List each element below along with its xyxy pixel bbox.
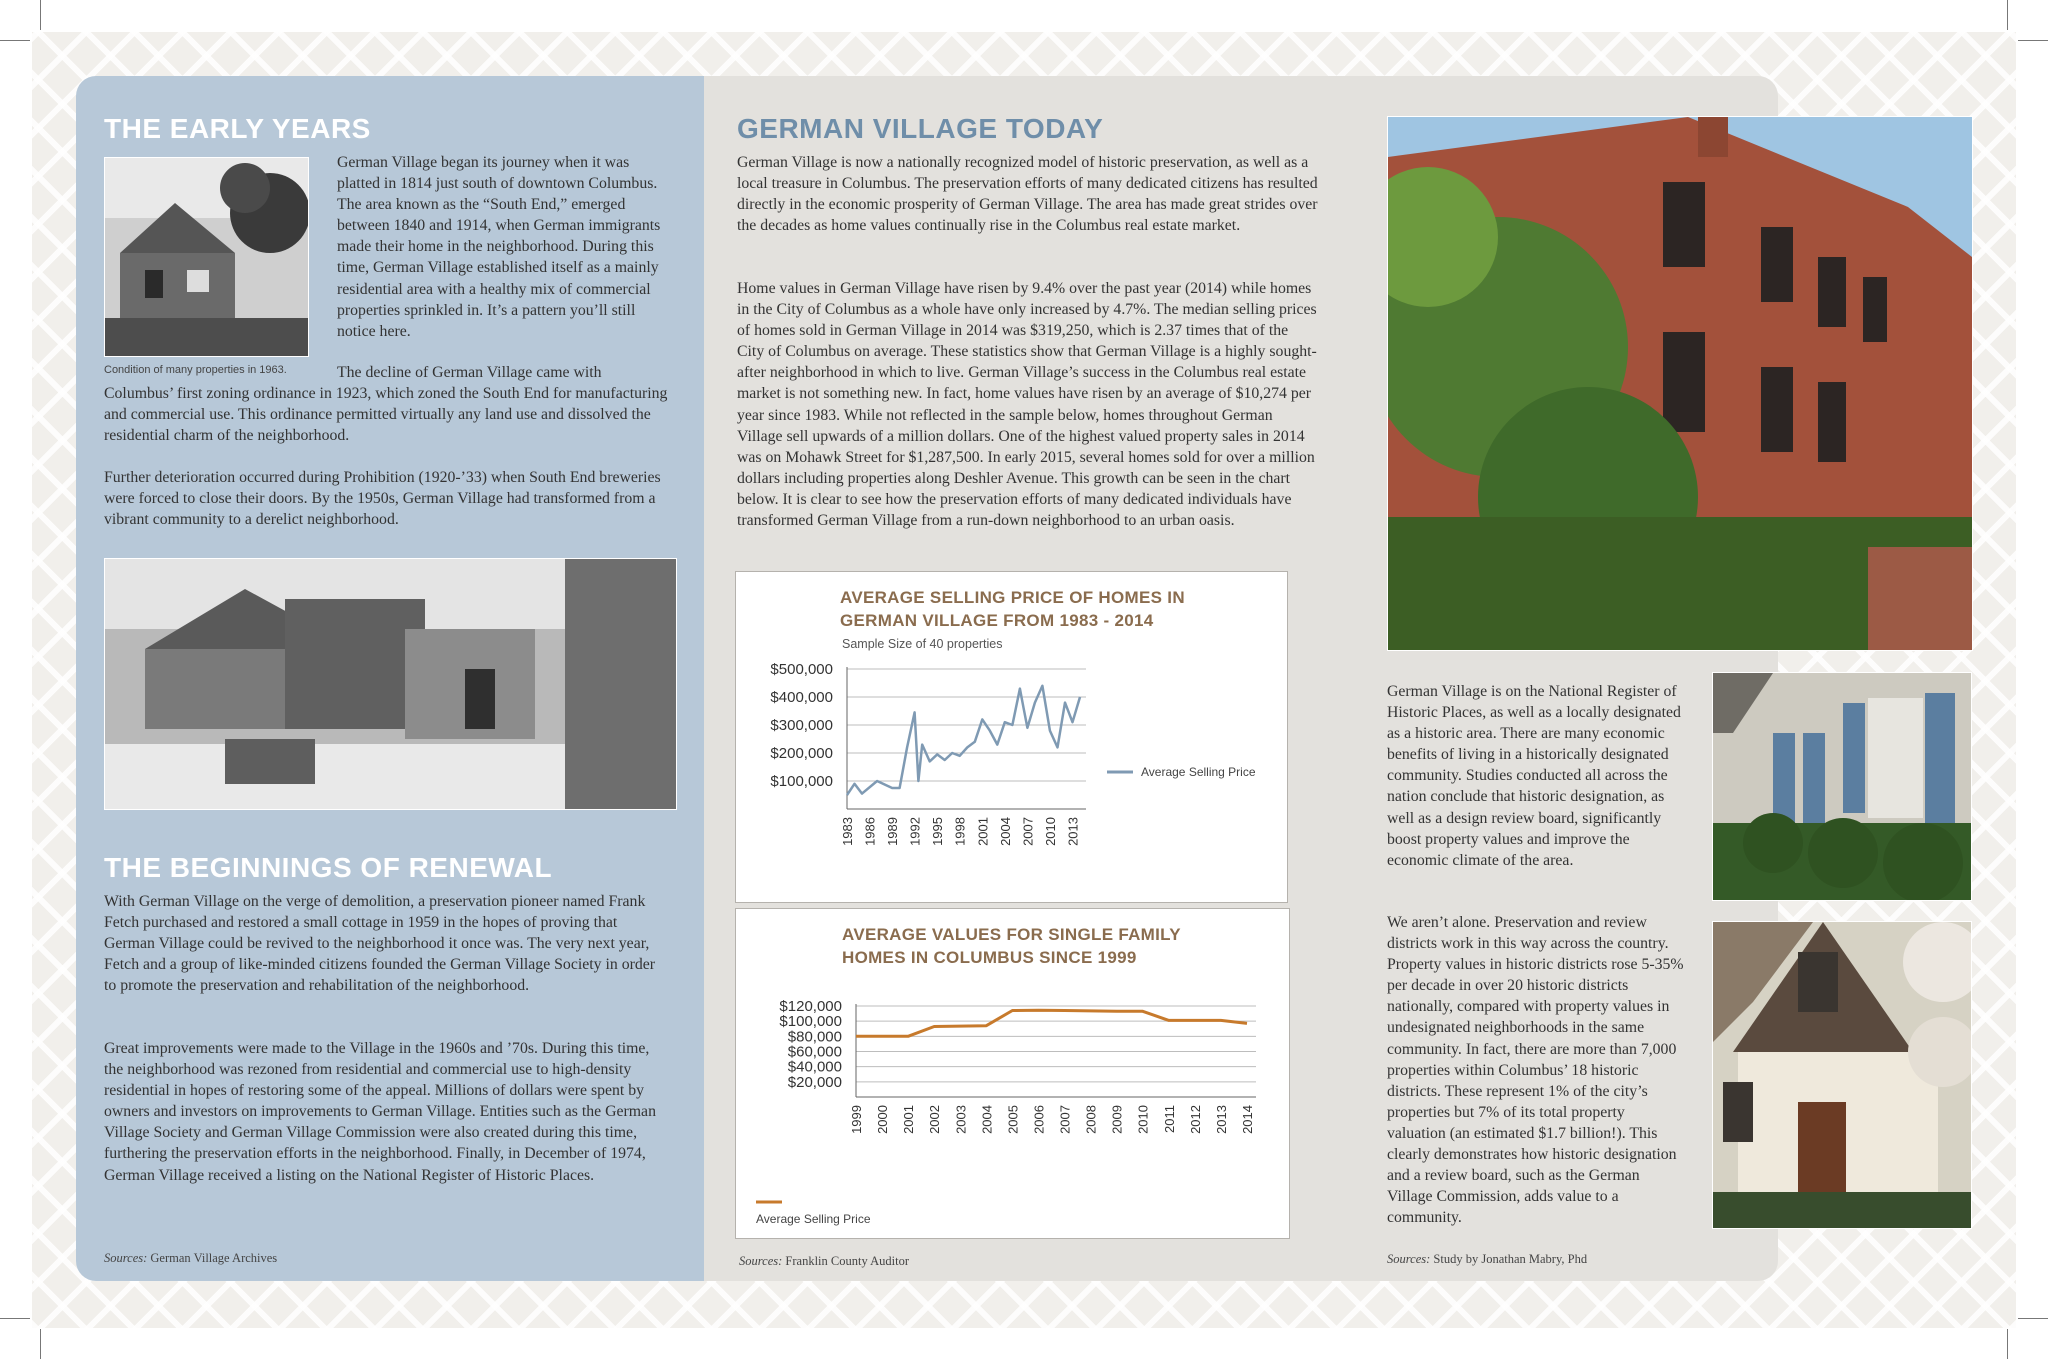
today-para1 <box>737 152 1325 236</box>
crop-mark <box>2007 0 2008 30</box>
early-years-para2 <box>104 362 668 446</box>
heading-today: GERMAN VILLAGE TODAY <box>737 113 1104 144</box>
y-tick-label: $100,000 <box>770 773 833 790</box>
crop-mark <box>0 40 30 41</box>
right-para2 <box>1387 912 1687 1228</box>
today-para1-text: German Village is now a nationally recognized model of historic preservation, as well as a local treasure in Columbus. The preservation efforts of many dedicated citizens has resulted directly in the economic prosperity of German Village. The area has made great strides over the decades as home values continually rise in the Columbus real estate market. <box>737 154 1318 235</box>
x-tick-label: 2001 <box>901 1105 917 1134</box>
renewal-para1 <box>104 891 668 996</box>
right-para2-text: We aren’t alone. Preservation and review districts work in this way across the country. Property values in historic districts rose 5-35% per decade in over 20 historic districts nationally, compared with property values in undesignated neighborhoods in the same community. In fact, there are more than 7,000 properties within Columbus’ 18 historic districts. These represent 1% of the city’s properties but 7% of its total property valuation (an estimated $1.7 billion!). This clearly demonstrates how historic designation and a review board, such as the German Village Commission, adds value to a community. <box>1387 914 1684 1227</box>
x-tick-label: 2004 <box>979 1105 995 1134</box>
chart1-title: AVERAGE SELLING PRICE OF HOMES IN GERMAN VILLAGE FROM 1983 - 2014 <box>840 588 1185 630</box>
y-tick-label: $400,000 <box>770 689 833 706</box>
x-tick-label: 2007 <box>1020 817 1036 846</box>
x-tick-label: 2013 <box>1065 817 1081 846</box>
x-tick-label: 2005 <box>1005 1105 1021 1134</box>
y-tick-label: $20,000 <box>787 1073 842 1091</box>
legend-label: Average Selling Price <box>756 1212 871 1226</box>
y-tick-label: $300,000 <box>770 717 833 734</box>
x-tick-label: 2014 <box>1240 1105 1255 1134</box>
x-tick-label: 1995 <box>930 817 946 846</box>
left-source <box>104 1251 277 1266</box>
source-label: Sources: <box>739 1254 783 1268</box>
middle-source <box>739 1254 909 1269</box>
renewal-para2-text: Great improvements were made to the Village in the 1960s and ’70s. During this time, the neighborhood was rezoned from residential and commercial use to high-density residential in hopes of restoring some of the appeal. Millions of dollars were spent by owners and investors on improvements to German Village. Entities such as the German Village Society and German Village Commission were also created during this time, furthering the preservation efforts in the neighborhood. Finally, in December of 1974, German Village received a listing on the National Register of Historic Places. <box>104 1040 656 1184</box>
crop-mark <box>2018 40 2048 41</box>
early-years-intro <box>337 152 667 342</box>
x-tick-label: 1989 <box>885 817 901 846</box>
series-line <box>847 686 1080 795</box>
x-tick-label: 1998 <box>952 817 968 846</box>
crop-mark <box>2018 1318 2048 1319</box>
heading-early-years: THE EARLY YEARS <box>104 113 371 144</box>
crop-mark <box>2007 1329 2008 1359</box>
x-tick-label: 2010 <box>1135 1105 1151 1134</box>
x-tick-label: 2008 <box>1083 1105 1099 1134</box>
x-tick-label: 2000 <box>875 1105 891 1134</box>
y-tick-label: $200,000 <box>770 745 833 762</box>
source-text: Franklin County Auditor <box>785 1254 910 1268</box>
y-tick-label: $80,000 <box>787 1028 842 1046</box>
x-tick-label: 2003 <box>953 1105 969 1134</box>
crop-mark <box>40 1329 41 1359</box>
x-tick-label: 2001 <box>975 817 991 846</box>
photo-cottage-door <box>1712 921 1972 1229</box>
right-source <box>1387 1252 1587 1267</box>
y-tick-label: $100,000 <box>779 1013 842 1031</box>
x-tick-label: 2007 <box>1057 1105 1073 1134</box>
photo-blue-shutters <box>1712 672 1972 901</box>
x-tick-label: 1999 <box>849 1105 864 1134</box>
x-tick-label: 2012 <box>1187 1105 1203 1134</box>
renewal-para2 <box>104 1038 668 1186</box>
early-years-para3-text: Further deterioration occurred during Prohibition (1920-’33) when South End breweries were forced to close their doors. By the 1950s, German Village had transformed from a vibrant community to a derelict neighborhood. <box>104 469 661 529</box>
crop-mark <box>40 0 41 30</box>
crop-mark <box>0 1318 30 1319</box>
photo-1963-house <box>104 157 309 357</box>
x-tick-label: 2011 <box>1161 1105 1177 1133</box>
x-tick-label: 2010 <box>1042 817 1058 846</box>
chart-german-village-prices <box>735 571 1288 903</box>
legend-label: Average Selling Price <box>1141 765 1256 779</box>
source-text: Study by Jonathan Mabry, Phd <box>1433 1252 1588 1266</box>
photo-brick-house <box>1387 116 1973 651</box>
x-tick-label: 2004 <box>997 817 1013 846</box>
x-tick-label: 1986 <box>862 817 878 846</box>
today-para2 <box>737 278 1317 531</box>
y-tick-label: $60,000 <box>787 1043 842 1061</box>
chart2-title: AVERAGE VALUES FOR SINGLE FAMILY HOMES IN COLUMBUS SINCE 1999 <box>842 925 1181 967</box>
early-years-intro-text: German Village began its journey when it was platted in 1814 just south of downtown Columbus. The area known as the “South End,” emerged between 1840 and 1914, when German immigrants made their home in the neighborhood. During this time, German Village established itself as a mainly residential area with a healthy mix of commercial properties sprinkled in. It’s a pattern you’ll still notice here. <box>337 154 661 340</box>
y-tick-label: $120,000 <box>779 998 842 1015</box>
x-tick-label: 2006 <box>1031 1105 1047 1134</box>
heading-renewal: THE BEGINNINGS OF RENEWAL <box>104 852 553 883</box>
early-years-para2-text: The decline of German Village came with Columbus’ first zoning ordinance in 1923, which zoned the South End for manufacturing and commercial use. This ordinance permitted virtually any land use and dissolved the residential charm of the neighborhood. <box>104 364 668 445</box>
photo-caption: Condition of many properties in 1963. <box>104 364 287 376</box>
source-label: Sources: <box>1387 1252 1431 1266</box>
x-tick-label: 2009 <box>1109 1105 1125 1134</box>
chart1-subtitle: Sample Size of 40 properties <box>842 637 1003 651</box>
chart2-plot <box>736 909 1289 1238</box>
today-para2-text: Home values in German Village have risen by 9.4% over the past year (2014) while homes in the City of Columbus as a whole have only increased by 4.7%. The median selling prices of homes sold in German Village in 2014 was $319,250, which is 2.37 times that of the City of Columbus on average. These statistics show that German Village is a highly sought-after neighborhood in which to live. German Village’s success in the Columbus real estate market is not something new. In fact, home values have risen by an average of $10,274 per year since 1983. While not reflected in the sample below, homes throughout German Village sell upwards of a million dollars. One of the highest valued property sales in 2014 was on Mohawk Street for $1,287,500. In early 2015, several homes sold for over a million dollars including properties along Deshler Avenue. This growth can be seen in the chart below. It is clear to see how the preservation efforts of many dedicated individuals have transformed German Village from a run-down neighborhood to an urban oasis. <box>737 280 1317 530</box>
y-tick-label: $40,000 <box>787 1058 842 1076</box>
x-tick-label: 2002 <box>927 1105 943 1134</box>
series-line <box>856 1010 1247 1036</box>
y-tick-label: $500,000 <box>770 661 833 678</box>
source-label: Sources: <box>104 1251 148 1265</box>
source-text: German Village Archives <box>150 1251 278 1265</box>
chart-columbus-values <box>735 908 1290 1239</box>
right-para1 <box>1387 681 1687 871</box>
photo-historic-street <box>104 558 677 810</box>
early-years-para3 <box>104 467 668 530</box>
right-para1-text: German Village is on the National Register of Historic Places, as well as a locally designated as a historic area. There are many economic benefits of living in a historically designated community. Studies conducted all across the nation conclude that historic designation, as well as a design review board, significantly boost property values and improve the economic climate of the area. <box>1387 683 1681 869</box>
renewal-para1-text: With German Village on the verge of demolition, a preservation pioneer named Frank Fetch purchased and restored a small cottage in 1959 in the hopes of proving that German Village could be revived to the neighborhood it once was. The very next year, Fetch and a group of like-minded citizens founded the German Village Society in order to promote the preservation and rehabilitation of the neighborhood. <box>104 893 656 995</box>
x-tick-label: 1992 <box>907 817 923 846</box>
chart1-plot <box>736 572 1287 902</box>
x-tick-label: 2013 <box>1213 1105 1229 1134</box>
x-tick-label: 1983 <box>840 817 855 846</box>
